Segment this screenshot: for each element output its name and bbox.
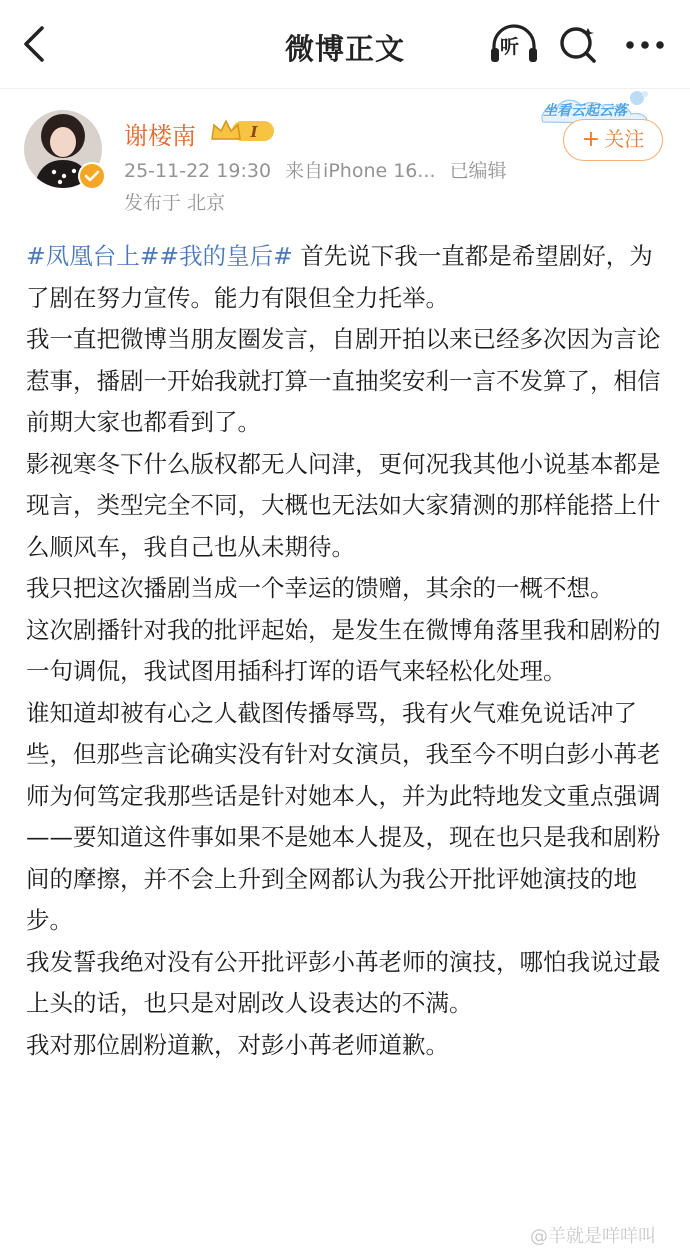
vip-level: I xyxy=(250,123,258,141)
search-button[interactable] xyxy=(556,22,600,68)
plus-icon: + xyxy=(581,127,601,152)
post-paragraph xyxy=(26,236,666,319)
post-source: 来自iPhone 16... xyxy=(285,160,436,182)
post-meta xyxy=(124,156,507,183)
vip-badge[interactable] xyxy=(210,117,276,145)
edited-label[interactable]: 已编辑 xyxy=(449,160,507,182)
post-paragraph: 这次剧播针对我的批评起始，是发生在微博角落里我和剧粉的一句调侃，我试图用插科打诨的语气来轻松化处理。 xyxy=(26,615,661,685)
post-paragraph: 我只把这次播剧当成一个幸运的馈赠，其余的一概不想。 xyxy=(26,574,614,602)
post-timestamp: 25-11-22 19:30 xyxy=(124,160,272,182)
post-location: 发布于 北京 xyxy=(124,192,226,214)
topic-link[interactable]: #我的皇后# xyxy=(159,242,293,270)
post-paragraph: 影视寒冬下什么版权都无人问津，更何况我其他小说基本都是现言，类型完全不同，大概也无法如大家猜测的那样能搭上什么顺风车，我自己也从未期待。 xyxy=(26,449,661,561)
post-paragraph: 我发誓我绝对没有公开批评彭小苒老师的演技，哪怕我说过最上头的话，也只是对剧改人设表达的不满。 xyxy=(26,947,661,1017)
crown-icon xyxy=(210,117,276,145)
more-button[interactable] xyxy=(622,30,668,60)
listen-button[interactable] xyxy=(488,22,540,68)
author-name[interactable]: 谢楼南 xyxy=(124,122,196,150)
watermark: @羊就是咩咩叫 xyxy=(530,1226,656,1247)
page-title: 微博正文 xyxy=(284,32,405,66)
decoration-label: 坐看云起云落 xyxy=(543,103,627,119)
listen-label: 听 xyxy=(500,36,520,58)
follow-button[interactable] xyxy=(563,119,663,161)
post-paragraph: 我对那位剧粉道歉，对彭小苒老师道歉。 xyxy=(26,1030,449,1059)
post-text: 首先说下我一直都是希望剧好，为了剧在努力宣传。能力有限但全力托举。 xyxy=(26,242,653,312)
search-icon xyxy=(556,22,600,68)
top-nav-bar xyxy=(0,0,690,90)
post-content xyxy=(26,236,666,1066)
check-icon xyxy=(80,164,104,188)
verified-badge xyxy=(78,162,106,190)
more-dots-icon xyxy=(622,30,668,60)
topic-link[interactable]: #凤凰台上# xyxy=(26,242,160,270)
post-paragraph: 谁知道却被有心之人截图传播辱骂，我有火气难免说话冲了些，但那些言论确实没有针对女演员，我至今不明白彭小苒老师为何笃定我那些话是针对她本人，并为此特地发文重点强调——要知道这件事如果不是她本人提及，现在也只是我和剧粉间的摩擦，并不会上升到全网都认为我公开批评她演技的地步。 xyxy=(26,698,661,934)
follow-label: 关注 xyxy=(604,127,645,151)
post-paragraph: 我一直把微博当朋友圈发言，自剧开拍以来已经多次因为言论惹事，播剧一开始我就打算一直抽奖安利一言不发算了，相信前期大家也都看到了。 xyxy=(26,325,661,436)
